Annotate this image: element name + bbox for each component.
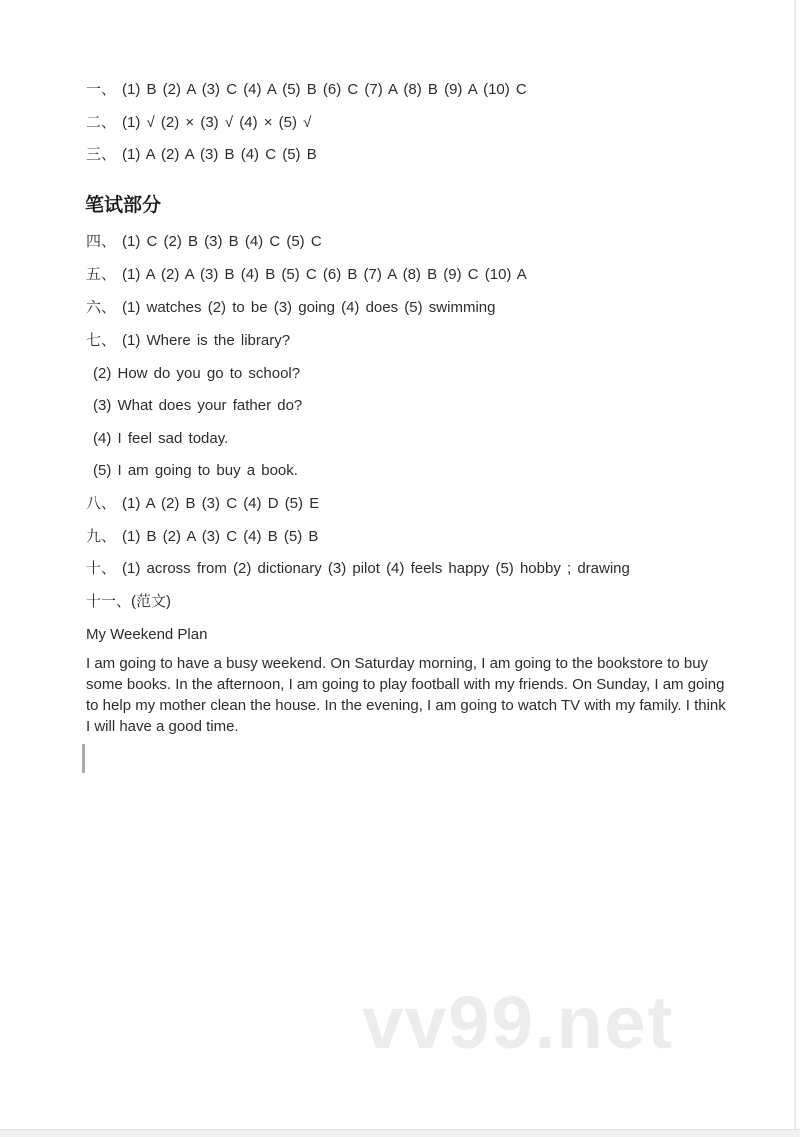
answer-row <box>86 234 322 250</box>
row-number-label: 六、 <box>86 299 117 316</box>
answer-row <box>93 431 228 447</box>
row-number-label: 四、 <box>86 233 117 250</box>
row-answers: (1) across from (2) dictionary (3) pilot (4) feels happy (5) hobby ; drawing <box>122 560 630 577</box>
row-number-label: 五、 <box>86 266 117 283</box>
answer-row <box>86 147 317 163</box>
right-edge-divider <box>794 0 796 1137</box>
row-answers: (1) A (2) A (3) B (4) B (5) C (6) B (7) A (8) B (9) C (10) A <box>122 266 527 283</box>
row-number-label: 八、 <box>86 495 117 512</box>
essay-body: I am going to have a busy weekend. On Saturday morning, I am going to the bookstore to buy some books. In the afternoon, I am going to play football with my friends. On Sunday, I am going to help my mother clean the house. In the evening, I am going to watch TV with my family. I think I will have a good time. <box>86 655 726 735</box>
row-answers: (1) A (2) A (3) B (4) C (5) B <box>122 146 317 163</box>
answer-row <box>86 267 527 283</box>
text-caret <box>82 744 85 773</box>
row-number-label: 二、 <box>86 114 117 131</box>
answer-row <box>86 115 311 131</box>
row-number-label: 七、 <box>86 332 117 349</box>
answer-row <box>86 300 495 316</box>
row-number-label: 九、 <box>86 528 117 545</box>
watermark: vv99.net <box>362 981 675 1064</box>
essay-title: My Weekend Plan <box>86 626 208 643</box>
row-answers: (5) I am going to buy a book. <box>93 462 298 479</box>
row-answers: (3) What does your father do? <box>93 397 303 414</box>
row-answers: (1) B (2) A (3) C (4) A (5) B (6) C (7) A (8) B (9) A (10) C <box>122 81 527 98</box>
row-answers: (范文) <box>131 593 172 610</box>
answer-row <box>86 496 319 512</box>
answer-row <box>93 366 300 382</box>
row-number-label: 三、 <box>86 146 117 163</box>
bottom-edge-bar <box>0 1129 800 1137</box>
row-number-label: 一、 <box>86 81 117 98</box>
section-heading: 笔试部分 <box>85 195 162 216</box>
answer-row <box>93 463 298 479</box>
row-answers: (1) C (2) B (3) B (4) C (5) C <box>122 233 322 250</box>
row-answers: (1) A (2) B (3) C (4) D (5) E <box>122 495 320 512</box>
row-answers: (4) I feel sad today. <box>93 430 229 447</box>
answer-row <box>93 398 302 414</box>
row-number-label: 十一、 <box>86 593 132 610</box>
row-answers: (1) watches (2) to be (3) going (4) does (5) swimming <box>122 299 496 316</box>
row-answers: (1) B (2) A (3) C (4) B (5) B <box>122 528 319 545</box>
row-answers: (1) √ (2) × (3) √ (4) × (5) √ <box>122 114 312 131</box>
answer-row <box>86 333 290 349</box>
row-number-label: 十、 <box>86 560 117 577</box>
answer-row <box>86 82 527 98</box>
answer-row <box>86 594 171 610</box>
answer-row <box>86 529 318 545</box>
answer-row <box>86 561 630 577</box>
row-answers: (2) How do you go to school? <box>93 365 301 382</box>
row-answers: (1) Where is the library? <box>122 332 291 349</box>
